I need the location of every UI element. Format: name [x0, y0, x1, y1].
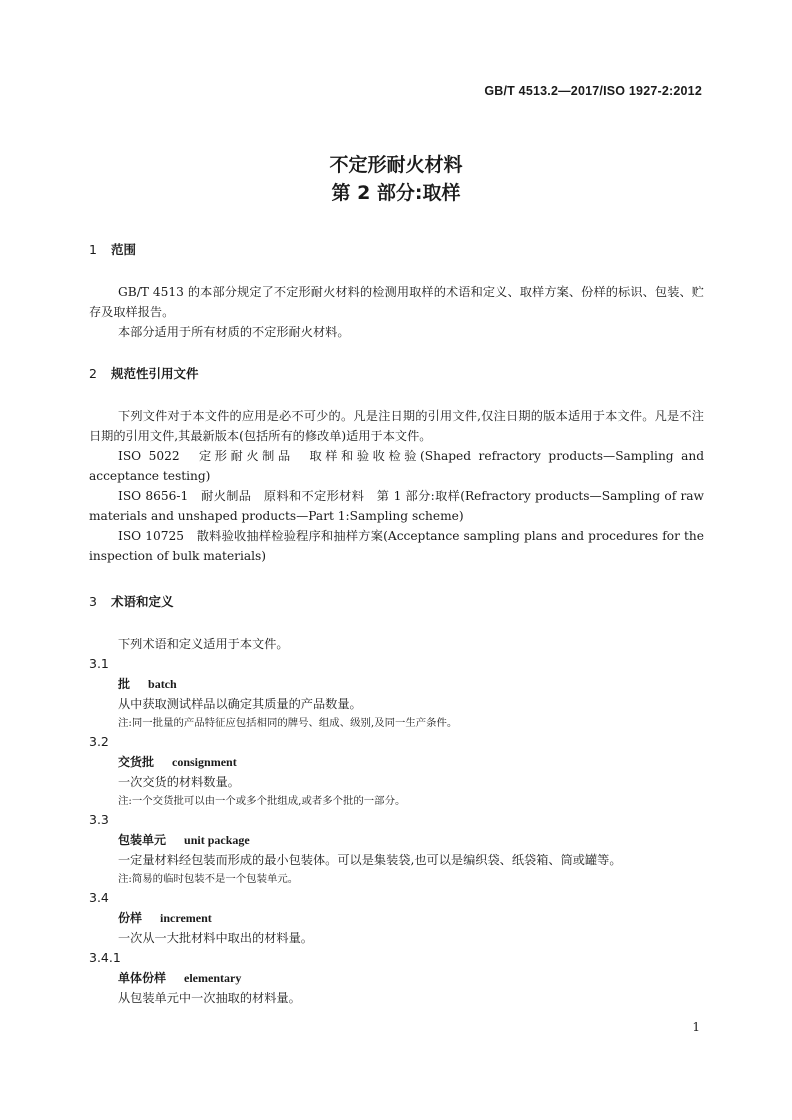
section-2	[89, 364, 704, 384]
term-number: 3.1	[89, 656, 109, 671]
reference-item: ISO 5022 定形耐火制品 取样和验收检验(Shaped refractory products—Sampling and acceptance testing)	[89, 449, 704, 483]
term-definition: 一次交货的材料数量。	[118, 775, 240, 789]
term-note: 注:简易的临时包装不是一个包装单元。	[118, 873, 299, 885]
term-definition: 一次从一大批材料中取出的材料量。	[118, 931, 313, 945]
term-definition: 一定量材料经包装而形成的最小包装体。可以是集装袋,也可以是编织袋、纸袋箱、筒或罐等。	[118, 853, 622, 867]
document-title: 不定形耐火材料	[329, 154, 463, 176]
term-cn: 份样	[118, 911, 143, 925]
term-number: 3.2	[89, 734, 109, 749]
term-heading	[89, 830, 704, 850]
document-subtitle: 第 2 部分:取样	[331, 182, 461, 204]
term-en: elementary	[184, 971, 242, 985]
section-3-body	[89, 634, 704, 1008]
section-number: 3	[89, 594, 97, 609]
paragraph: GB/T 4513 的本部分规定了不定形耐火材料的检测用取样的术语和定义、取样方案、份样的标识、包装、贮存及取样报告。	[89, 285, 704, 319]
term-number: 3.4.1	[89, 950, 121, 965]
section-title: 范围	[111, 242, 137, 257]
term-definition: 从包装单元中一次抽取的材料量。	[118, 991, 301, 1005]
reference-item: ISO 8656-1 耐火制品 原料和不定形材料 第 1 部分:取样(Refractory products—Sampling of raw materials and unshaped products—Part 1:Sampling scheme)	[89, 489, 704, 523]
reference-item: ISO 10725 散料验收抽样检验程序和抽样方案(Acceptance sampling plans and procedures for the inspection of bulk materials)	[89, 529, 704, 563]
section-title: 规范性引用文件	[111, 366, 199, 381]
term-cn: 批	[118, 677, 131, 691]
term-heading	[89, 674, 704, 694]
term-cn: 交货批	[118, 755, 155, 769]
paragraph: 下列文件对于本文件的应用是必不可少的。凡是注日期的引用文件,仅注日期的版本适用于本文件。凡是不注日期的引用文件,其最新版本(包括所有的修改单)适用于本文件。	[89, 409, 704, 443]
page-number: 1	[692, 1020, 700, 1034]
section-number: 2	[89, 366, 97, 381]
term-definition: 从中获取测试样品以确定其质量的产品数量。	[118, 697, 362, 711]
standard-code: GB/T 4513.2—2017/ISO 1927-2:2012	[484, 84, 702, 98]
term-note: 注:一个交货批可以由一个或多个批组成,或者多个批的一部分。	[118, 795, 406, 807]
paragraph: 下列术语和定义适用于本文件。	[118, 637, 289, 651]
section-1-body	[89, 282, 704, 342]
term-en: consignment	[172, 755, 237, 769]
section-3-heading	[89, 592, 704, 612]
term-en: unit package	[184, 833, 250, 847]
section-2-heading	[89, 364, 704, 384]
term-number: 3.4	[89, 890, 109, 905]
term-cn: 包装单元	[118, 833, 167, 847]
section-2-body	[89, 406, 704, 566]
section-title: 术语和定义	[111, 594, 174, 609]
term-en: increment	[160, 911, 212, 925]
term-en: batch	[148, 677, 177, 691]
term-cn: 单体份样	[118, 971, 167, 985]
section-3	[89, 592, 704, 612]
section-1-heading	[89, 240, 704, 260]
term-heading	[89, 908, 704, 928]
term-note: 注:同一批量的产品特征应包括相同的牌号、组成、级别,及同一生产条件。	[118, 717, 458, 729]
term-heading	[89, 968, 704, 988]
term-heading	[89, 752, 704, 772]
paragraph: 本部分适用于所有材质的不定形耐火材料。	[118, 325, 350, 339]
section-number: 1	[89, 242, 97, 257]
term-number: 3.3	[89, 812, 109, 827]
section-1	[89, 240, 704, 260]
